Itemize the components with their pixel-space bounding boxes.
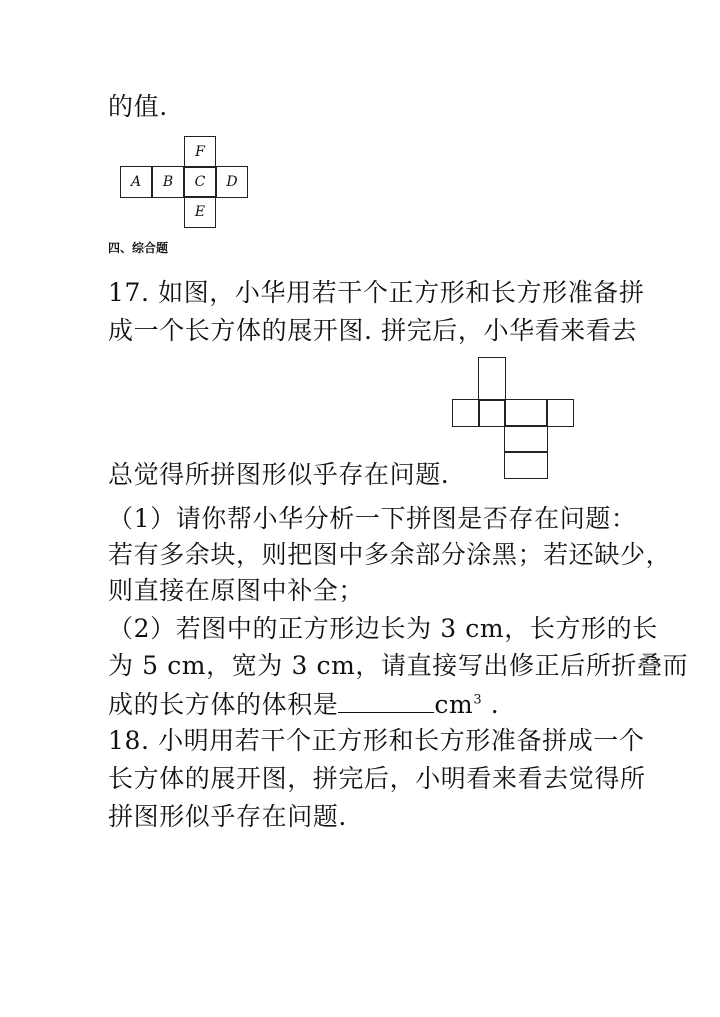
net-cell-f: F	[184, 136, 216, 168]
answer-blank	[338, 688, 434, 713]
net2-row-cell-1	[452, 399, 480, 427]
net2-row-cell-2	[478, 399, 506, 427]
text-line-11: 18. 小明用若干个正方形和长方形准备拼成一个	[108, 726, 645, 755]
section-heading: 四、综合题	[108, 241, 169, 255]
net2-top-cell	[478, 357, 506, 401]
net-cell-a: A	[120, 166, 152, 198]
volume-question-text: 成的长方体的体积是	[108, 690, 339, 719]
text-line-1: 的值.	[108, 92, 168, 121]
text-line-2: 17. 如图，小华用若干个正方形和长方形准备拼	[108, 278, 645, 307]
net2-row-cell-4	[546, 399, 574, 427]
net2-bottom-cell-1	[504, 425, 548, 453]
text-line-5: （1）请你帮小华分析一下拼图是否存在问题：	[108, 504, 637, 533]
net2-row-cell-3	[504, 399, 548, 427]
volume-unit: cm	[434, 690, 474, 719]
net-cell-d: D	[216, 166, 248, 198]
text-line-10	[108, 688, 499, 720]
text-line-3: 成一个长方体的展开图. 拼完后，小华看来看去	[108, 316, 638, 345]
net-cell-e: E	[184, 196, 216, 228]
text-line-13: 拼图形似乎存在问题.	[108, 802, 347, 831]
text-line-9: 为 5 cm，宽为 3 cm，请直接写出修正后所折叠而	[108, 651, 689, 680]
line-end-period: .	[482, 690, 500, 719]
net-cell-c: C	[184, 166, 216, 198]
volume-unit-exponent: 3	[473, 692, 483, 708]
text-line-8: （2）若图中的正方形边长为 3 cm，长方形的长	[108, 614, 658, 643]
text-line-7: 则直接在原图中补全；	[108, 576, 365, 605]
net2-bottom-cell-2	[504, 451, 548, 479]
text-line-6: 若有多余块，则把图中多余部分涂黑；若还缺少，	[108, 540, 672, 569]
net-cell-b: B	[152, 166, 184, 198]
text-line-4: 总觉得所拼图形似乎存在问题.	[108, 460, 450, 489]
text-line-12: 长方体的展开图，拼完后，小明看来看去觉得所	[108, 764, 646, 793]
